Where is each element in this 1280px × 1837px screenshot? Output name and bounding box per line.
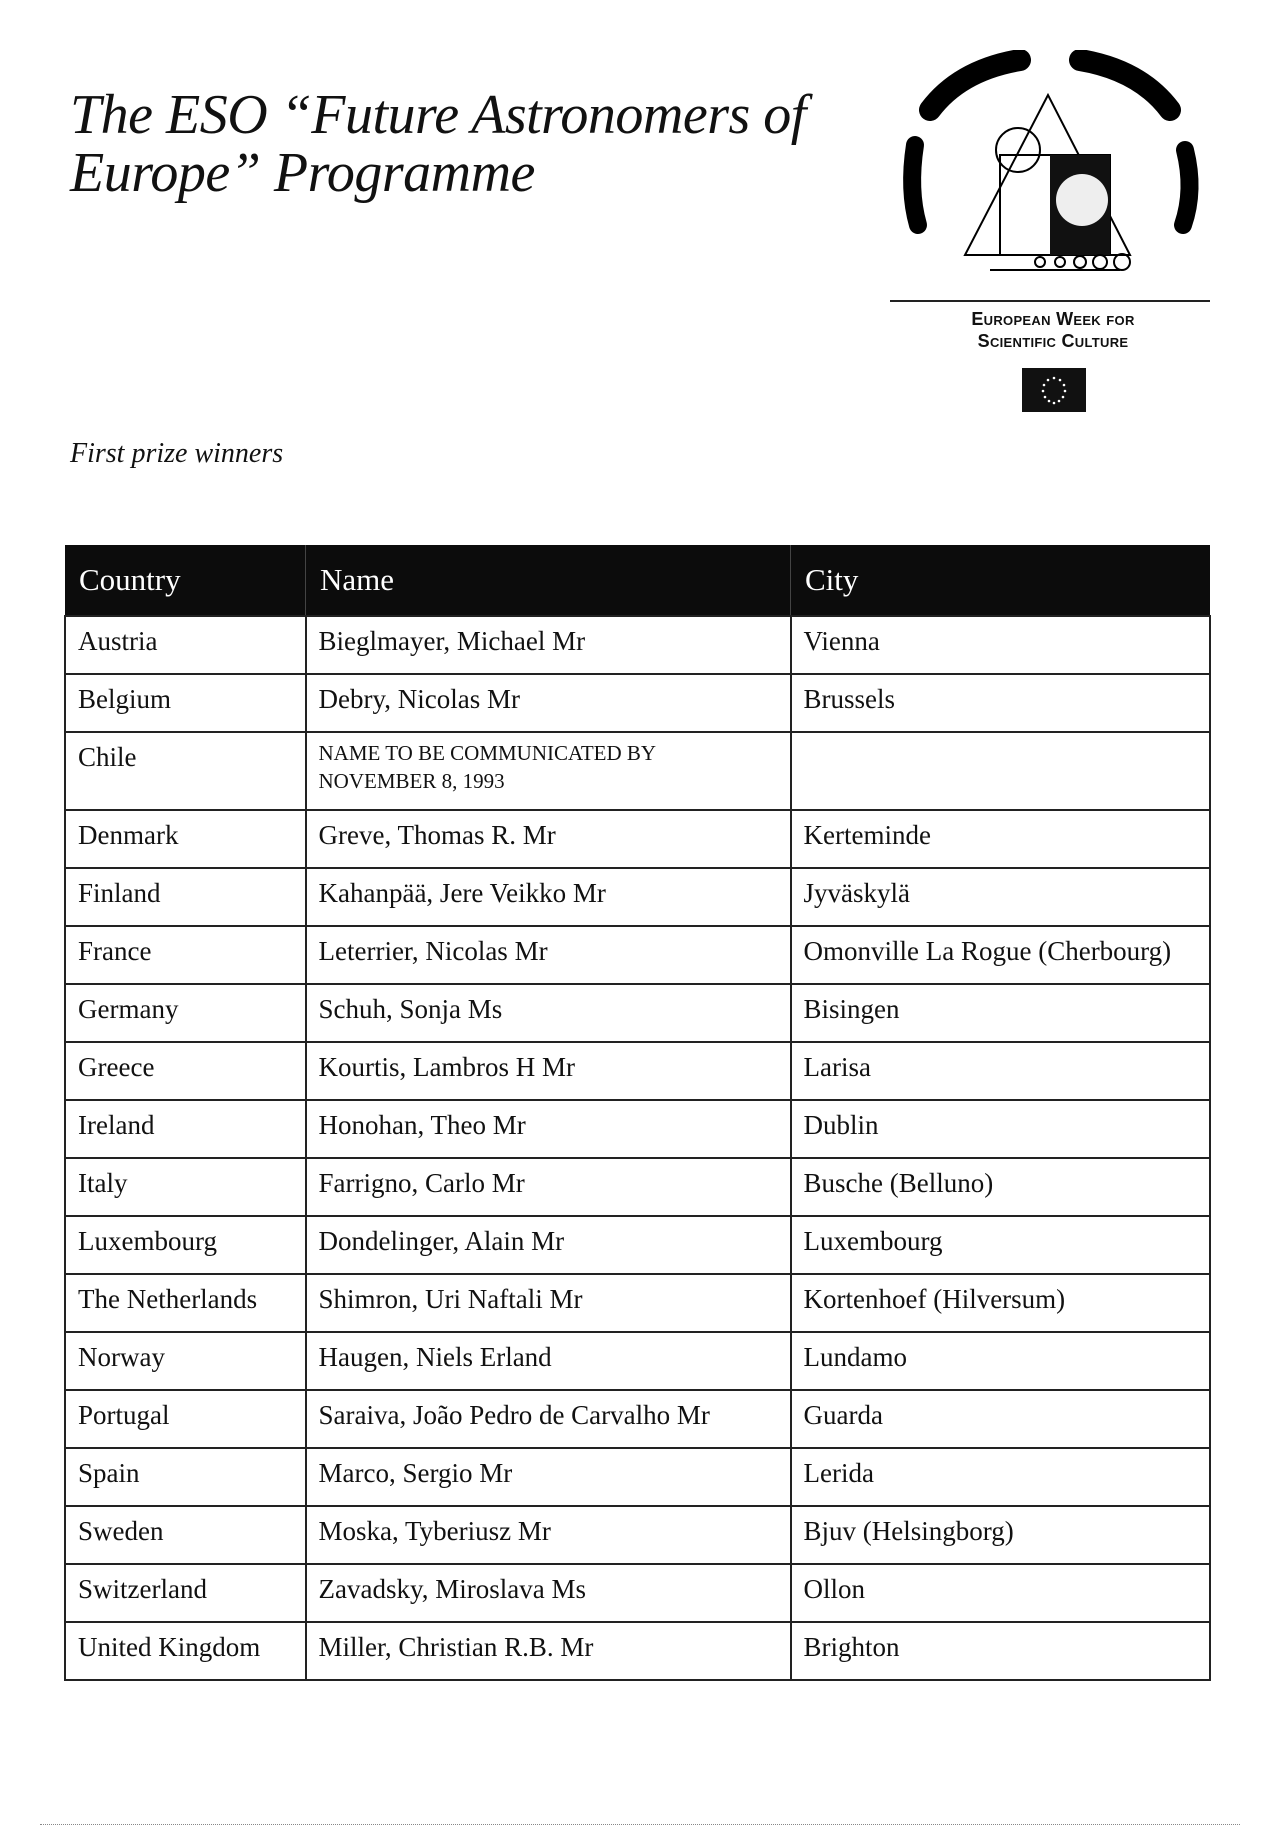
logo-emblem-icon [890, 50, 1220, 300]
table-row [65, 1448, 1210, 1506]
cell-country: Austria [65, 616, 306, 674]
cell-city: Bjuv (Helsingborg) [791, 1506, 1211, 1564]
cell-city: Larisa [791, 1042, 1211, 1100]
cell-city: Lundamo [791, 1332, 1211, 1390]
cell-country: Greece [65, 1042, 306, 1100]
cell-city [791, 732, 1211, 810]
cell-country: Denmark [65, 810, 306, 868]
document-title [70, 86, 900, 202]
cell-country: Spain [65, 1448, 306, 1506]
table-row [65, 1158, 1210, 1216]
cell-city: Kerteminde [791, 810, 1211, 868]
cell-name: Shimron, Uri Naftali Mr [306, 1274, 791, 1332]
table-row [65, 616, 1210, 674]
european-week-logo [890, 50, 1230, 420]
cell-name: Marco, Sergio Mr [306, 1448, 791, 1506]
cell-city: Busche (Belluno) [791, 1158, 1211, 1216]
cell-name: Greve, Thomas R. Mr [306, 810, 791, 868]
cell-country: Sweden [65, 1506, 306, 1564]
cell-city: Ollon [791, 1564, 1211, 1622]
logo-caption-line-1: European Week for [971, 309, 1135, 329]
cell-country: Chile [65, 732, 306, 810]
cell-name: Kahanpää, Jere Veikko Mr [306, 868, 791, 926]
header-country: Country [65, 545, 306, 616]
table-row [65, 1274, 1210, 1332]
table-row [65, 926, 1210, 984]
table-row [65, 732, 1210, 810]
table-row [65, 1390, 1210, 1448]
cell-city: Luxembourg [791, 1216, 1211, 1274]
cell-country: Finland [65, 868, 306, 926]
cell-country: The Netherlands [65, 1274, 306, 1332]
cell-country: Portugal [65, 1390, 306, 1448]
cell-city: Omonville La Rogue (Cherbourg) [791, 926, 1211, 984]
cell-country: United Kingdom [65, 1622, 306, 1680]
header-city: City [791, 545, 1211, 616]
bottom-divider [40, 1824, 1240, 1825]
cell-name: Schuh, Sonja Ms [306, 984, 791, 1042]
cell-name: Bieglmayer, Michael Mr [306, 616, 791, 674]
cell-city: Guarda [791, 1390, 1211, 1448]
logo-caption [890, 308, 1216, 352]
cell-city: Brussels [791, 674, 1211, 732]
cell-country: Ireland [65, 1100, 306, 1158]
cell-name: Haugen, Niels Erland [306, 1332, 791, 1390]
table-row [65, 1622, 1210, 1680]
logo-caption-line-2: Scientific Culture [977, 331, 1129, 351]
cell-country: Belgium [65, 674, 306, 732]
cell-country: France [65, 926, 306, 984]
table-row [65, 1506, 1210, 1564]
cell-name: Dondelinger, Alain Mr [306, 1216, 791, 1274]
cell-country: Norway [65, 1332, 306, 1390]
table-row [65, 868, 1210, 926]
cell-name: Farrigno, Carlo Mr [306, 1158, 791, 1216]
table-header-row [65, 545, 1210, 616]
table-row [65, 1216, 1210, 1274]
eu-flag-icon [1022, 368, 1086, 412]
table-row [65, 1332, 1210, 1390]
cell-city: Brighton [791, 1622, 1211, 1680]
cell-name: Zavadsky, Miroslava Ms [306, 1564, 791, 1622]
winners-table [64, 545, 1211, 1681]
cell-city: Vienna [791, 616, 1211, 674]
cell-country: Germany [65, 984, 306, 1042]
header-name: Name [306, 545, 791, 616]
cell-name: Miller, Christian R.B. Mr [306, 1622, 791, 1680]
title-line-2: Europe” Programme [70, 142, 535, 204]
table-row [65, 1100, 1210, 1158]
title-line-1: The ESO “Future Astronomers of [70, 84, 806, 146]
cell-country: Italy [65, 1158, 306, 1216]
cell-city: Lerida [791, 1448, 1211, 1506]
table-row [65, 1564, 1210, 1622]
section-subtitle: First prize winners [70, 438, 284, 469]
cell-name: Leterrier, Nicolas Mr [306, 926, 791, 984]
logo-divider [890, 300, 1210, 302]
cell-name: NAME TO BE COMMUNICATED BY NOVEMBER 8, 1993 [306, 732, 791, 810]
cell-name: Moska, Tyberiusz Mr [306, 1506, 791, 1564]
table-row [65, 674, 1210, 732]
table-row [65, 1042, 1210, 1100]
cell-name: Saraiva, João Pedro de Carvalho Mr [306, 1390, 791, 1448]
cell-country: Switzerland [65, 1564, 306, 1622]
table-row [65, 810, 1210, 868]
cell-country: Luxembourg [65, 1216, 306, 1274]
cell-name: Debry, Nicolas Mr [306, 674, 791, 732]
cell-city: Dublin [791, 1100, 1211, 1158]
cell-city: Jyväskylä [791, 868, 1211, 926]
table-row [65, 984, 1210, 1042]
cell-city: Kortenhoef (Hilversum) [791, 1274, 1211, 1332]
cell-name: Kourtis, Lambros H Mr [306, 1042, 791, 1100]
cell-name: Honohan, Theo Mr [306, 1100, 791, 1158]
cell-city: Bisingen [791, 984, 1211, 1042]
